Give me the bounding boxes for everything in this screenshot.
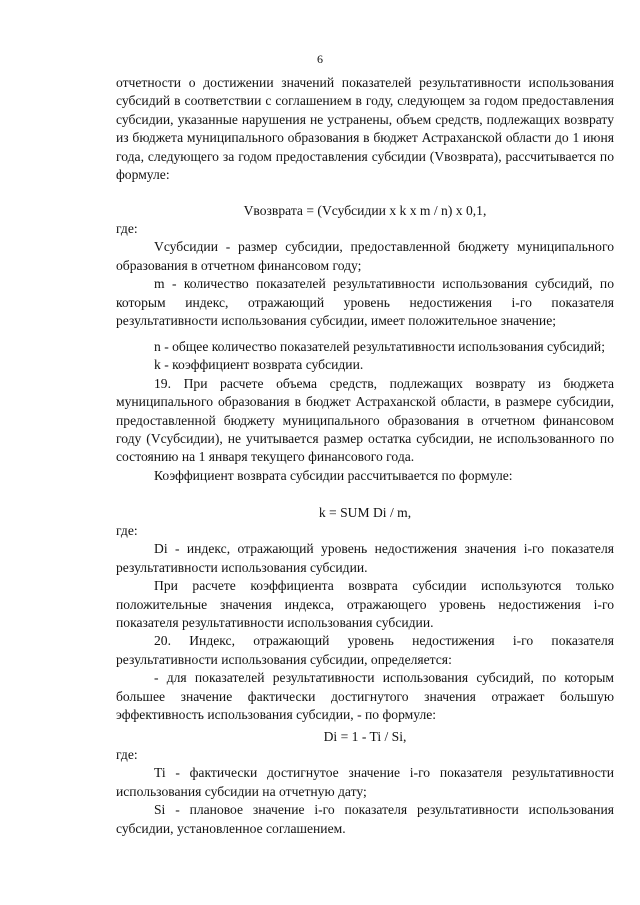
paragraph-20-item: - для показателей результативности использования субсидий, по которым большее значение фактически достигнутого значения отражает большую эффективность использования субсидии, - по формуле:: [116, 670, 614, 723]
definition-k: k - коэффициент возврата субсидии.: [154, 357, 364, 373]
definitions-block-3: [116, 522, 614, 724]
definition-di: Di - индекс, отражающий уровень недостижения значения i-го показателя результативности использования субсидии.: [116, 541, 614, 575]
paragraph-19: 19. При расчете объема средств, подлежащих возврату из бюджета муниципального образования в бюджет Астраханской области, в размере субсидии, предоставленной бюджету муниципального образования в отчетном финансовом году (Vсубсидии), не учитывается размер остатка субсидии, не использованного по состоянию на 1 января текущего финансового года.: [116, 375, 614, 465]
paragraph-20: 20. Индекс, отражающий уровень недостижения i-го показателя результативности использования субсидии, определяется:: [116, 633, 614, 667]
definitions-block-4: [116, 746, 614, 838]
definition-si: Si - плановое значение i-го показателя результативности использования субсидии, установленное соглашением.: [116, 802, 614, 836]
where-label: где:: [116, 747, 138, 762]
formula-return-volume: Vвозврата = (Vсубсидии x k x m / n) x 0,1,: [243, 203, 487, 218]
definition-n: n - общее количество показателей результативности использования субсидий;: [154, 339, 605, 354]
definitions-block-2: [116, 338, 614, 485]
coefficient-intro: Коэффициент возврата субсидии рассчитывается по формуле:: [154, 467, 513, 483]
formula-coefficient: k = SUM Di / m,: [318, 505, 412, 520]
intro-paragraph: отчетности о достижении значений показателей результативности использования субсидий в соответствии с соглашением в году, следующем за годом предоставления субсидии, указанные нарушения не устранены, объем средств, подлежащих возврату из бюджета муниципального образования в бюджет Астраханской области до 1 июня года, следующего за годом предоставления субсидии (Vвозврата), рассчитывается по формуле:: [116, 75, 614, 183]
formula-index: Di = 1 - Ti / Si,: [323, 729, 407, 744]
where-label: где:: [116, 523, 138, 538]
definition-vsubsidy: Vсубсидии - размер субсидии, предоставленной бюджету муниципального образования в отчетном финансовом году;: [116, 239, 614, 273]
page-number: 6: [317, 52, 323, 66]
definition-m: m - количество показателей результативности использования субсидий, по которым индекс, отражающий уровень недостижения i-го показателя результативности использования субсидии, имеет положительное значение;: [116, 276, 614, 329]
paragraph-positive-values: При расчете коэффициента возврата субсидии используются только положительные значения индекса, отражающего уровень недостижения i-го показателя результативности использования субсидии.: [116, 578, 614, 631]
definition-ti: Ti - фактически достигнутое значение i-го показателя результативности использования субсидии на отчетную дату;: [116, 765, 614, 799]
intro-paragraph-block: [116, 74, 614, 184]
where-label: где:: [116, 221, 138, 236]
definitions-block-1: [116, 220, 614, 330]
